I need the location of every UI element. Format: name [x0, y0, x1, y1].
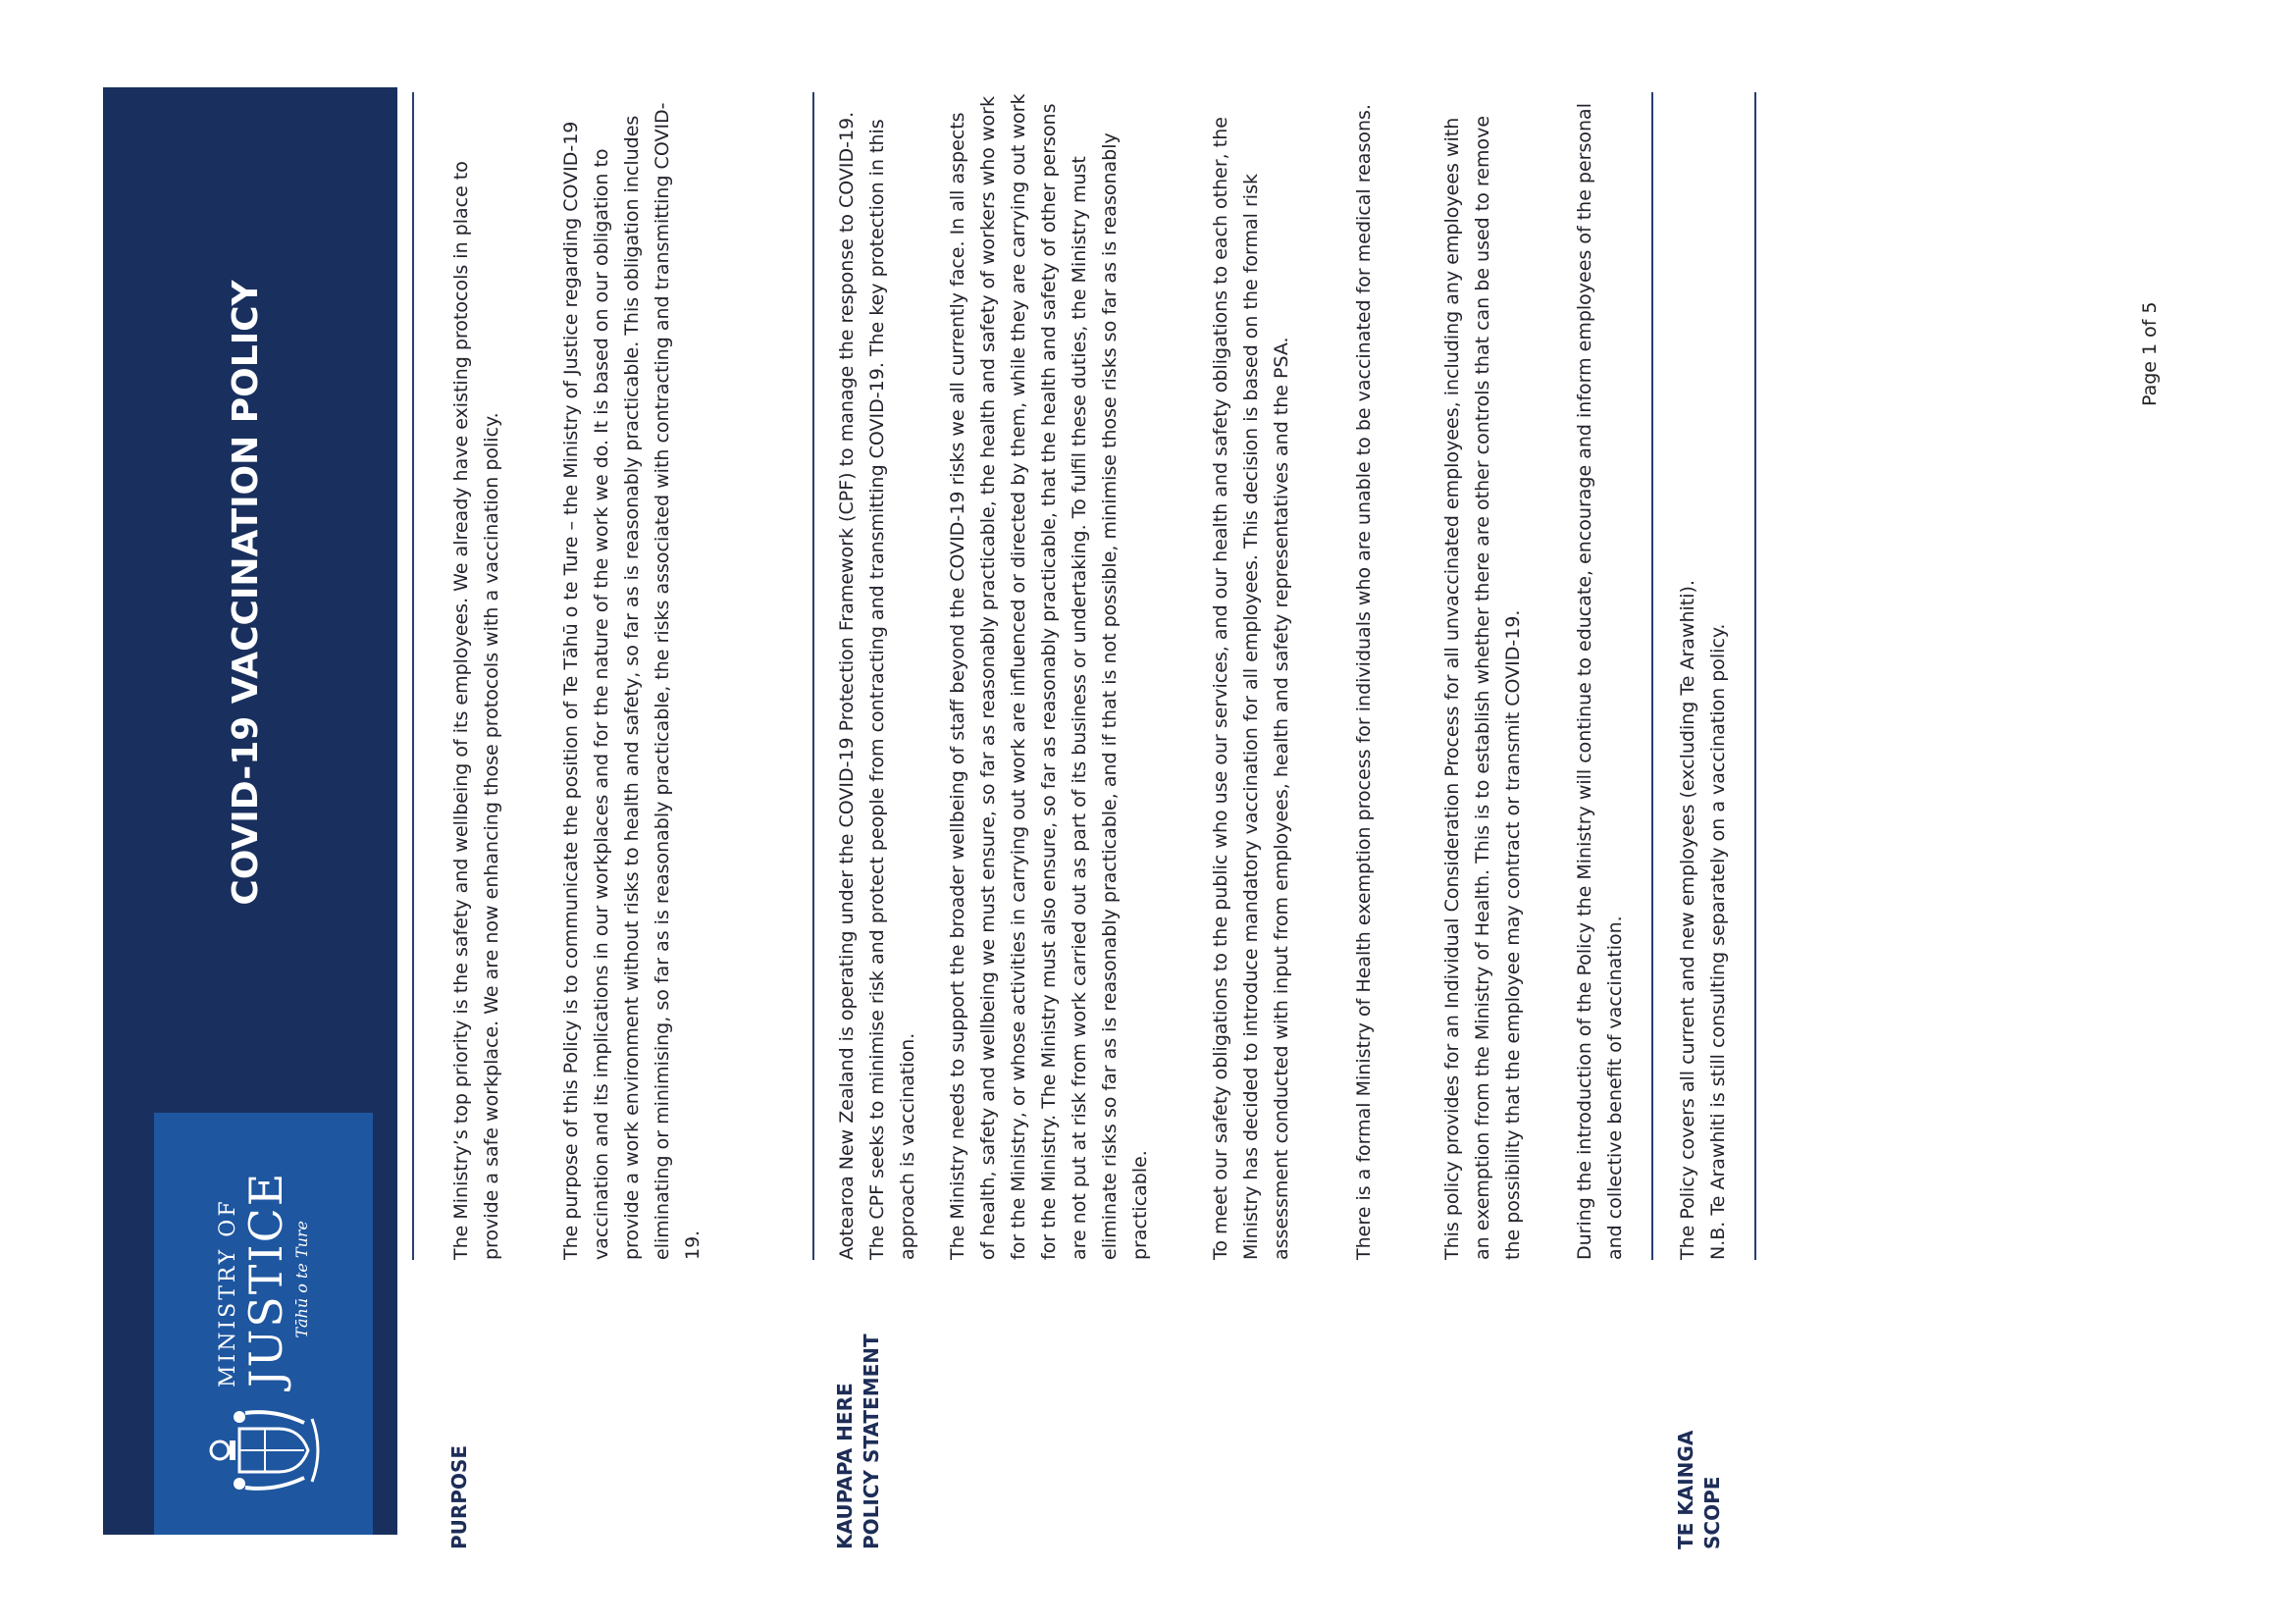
section-heading-scope — [1673, 1284, 1726, 1549]
section-heading-purpose — [446, 1284, 473, 1549]
paragraph: There is a formal Ministry of Health exemption process for individuals who are unable to be vaccinated for medical reasons. — [1353, 104, 1375, 1260]
heading-line: PURPOSE — [447, 1444, 471, 1549]
section-heading-policy-statement — [832, 1284, 885, 1549]
coat-of-arms-icon — [206, 1405, 322, 1495]
ministry-logo — [215, 1171, 311, 1387]
section-divider — [1754, 92, 1756, 1260]
document-title: COVID-19 VACCINATION POLICY — [226, 280, 266, 906]
section-divider — [412, 92, 414, 1260]
paragraph: The Ministry needs to support the broader wellbeing of staff beyond the COVID-19 risks we all currently face. In all aspects of health, safety and wellbeing we must ensure, so far as reasonably practicable, the health and safety of workers who work for the Ministry, or whose activities in carrying out work are influenced or directed by them, while they are carrying out work for the Ministry. The Ministry must also ensure, so far as reasonably practicable, that the health and safety of other persons are not put at risk from work carried out as part of its business or undertaking. To fulfil these duties, the Ministry must eliminate risks so far as is reasonably practicable, and if that is not possible, minimise those risks so far as is reasonably practicable. — [947, 93, 1151, 1260]
heading-line: KAUPAPA HERE — [833, 1383, 857, 1549]
paragraph: During the introduction of the Policy the Ministry will continue to educate, encourage and inform employees of the personal and collective benefit of vaccination. — [1574, 103, 1626, 1260]
paragraph: The Policy covers all current and new employees (excluding Te Arawhiti). — [1677, 580, 1698, 1260]
paragraph: The purpose of this Policy is to communicate the position of Te Tāhū o te Ture – the Ministry of Justice regarding COVID-19 vaccination and its implications in our workplaces and for the nature of the work we do. It is based on our obligation to provide a work environment without risks to health and safety, so far as is reasonably practicable. This obligation includes eliminating or minimising, so far as is reasonably practicable, the risks associated with contracting and transmitting COVID-19. — [560, 102, 704, 1260]
logo-panel — [154, 1113, 373, 1535]
heading-line: SCOPE — [1700, 1476, 1724, 1549]
heading-line: TE KAINGA — [1674, 1430, 1697, 1549]
logo-sub-text: Tāhū o te Ture — [291, 1220, 311, 1338]
paragraph: This policy provides for an Individual Consideration Process for all unvaccinated employees, including any employees with an exemption from the Ministry of Health. This is to establish whether there are other controls that can be used to remove the possibility that the employee may contract or transmit COVID-19. — [1441, 115, 1524, 1260]
page-number: Page 1 of 5 — [2139, 301, 2161, 406]
logo-top-text: MINISTRY OF — [215, 1198, 240, 1387]
section-divider — [812, 92, 814, 1260]
section-divider — [1651, 92, 1653, 1260]
paragraph: The Ministry’s top priority is the safety and wellbeing of its employees. We already have existing protocols in place to provide a safe workplace. We are now enhancing those protocols with a vaccination policy. — [450, 161, 502, 1260]
paragraph: Aotearoa New Zealand is operating under the COVID-19 Protection Framework (CPF) to manage the response to COVID-19. The CPF seeks to minimise risk and protect people from contracting and transmitting COVID-19. The key protection in this approach is vaccination. — [836, 111, 918, 1260]
paragraph: N.B. Te Arawhiti is still consulting separately on a vaccination policy. — [1707, 623, 1729, 1260]
logo-main-text: JUSTICE — [238, 1171, 292, 1387]
paragraph: To meet our safety obligations to the public who use our services, and our health and safety obligations to each other, the Ministry has decided to introduce mandatory vaccination for all employees. This decision is based on the formal risk assessment conducted with input from employees, health and safety representatives and the PSA. — [1210, 117, 1292, 1260]
heading-line: POLICY STATEMENT — [860, 1334, 883, 1549]
